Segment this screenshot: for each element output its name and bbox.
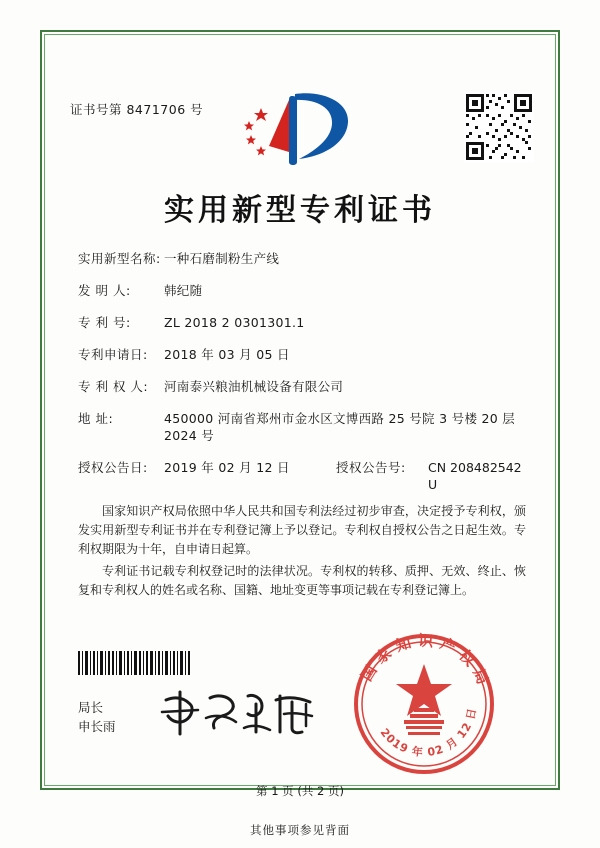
certificate-number: 证书号第 8471706 号 (70, 102, 204, 117)
field-label: 实用新型名称: (78, 251, 161, 266)
barcode (78, 651, 190, 675)
field-value: 450000 河南省郑州市金水区文博西路 25 号院 3 号楼 20 层 2024 号 (164, 411, 516, 443)
field-label: 专利申请日: (78, 347, 148, 362)
page-number: 第 1 页 (共 2 页) (256, 784, 344, 798)
field-row-application-date (78, 346, 528, 363)
field-value: 2018 年 03 月 05 日 (164, 347, 290, 362)
field-value-grant-number: CN 208482542 U (428, 460, 522, 492)
legal-paragraphs (78, 502, 526, 603)
field-label: 发 明 人: (78, 283, 131, 298)
seal-date-text: 2019 年 02 月 12 日 (377, 706, 480, 760)
field-row-inventor (78, 282, 528, 299)
field-label: 地 址: (78, 411, 114, 426)
signature-title-label: 局长 (78, 700, 104, 715)
paragraph-1: 国家知识产权局依照中华人民共和国专利法经过初步审查，决定授予专利权，颁发实用新型专利证书并在专利登记簿上予以登记。专利权自授权公告之日起生效。专利权期限为十年，自申请日起算。 (78, 504, 526, 556)
page-title: 实用新型专利证书 (164, 193, 436, 228)
field-value: 韩纪随 (164, 283, 203, 298)
official-seal (348, 628, 500, 780)
field-value: 一种石磨制粉生产线 (164, 251, 280, 266)
cnipa-logo-icon (237, 88, 352, 166)
field-value: 河南泰兴粮油机械设备有限公司 (164, 379, 344, 394)
handwritten-signature (158, 688, 328, 740)
field-row-grant (78, 459, 528, 493)
field-label-grant-number: 授权公告号: (336, 460, 406, 475)
field-value-grant-date: 2019 年 02 月 12 日 (164, 460, 290, 475)
field-row-address (78, 410, 528, 444)
field-row-patentee (78, 378, 528, 395)
field-value: ZL 2018 2 0301301.1 (164, 315, 305, 330)
signature-name-label: 申长雨 (78, 719, 116, 734)
qr-code (464, 92, 534, 162)
field-label: 专 利 权 人: (78, 379, 149, 394)
footer-note: 其他事项参见背面 (250, 823, 350, 837)
field-row-patent-number (78, 314, 528, 331)
seal-top-text: 国家知识产权局 (357, 631, 495, 693)
field-row-name (78, 250, 528, 267)
field-label-grant-date: 授权公告日: (78, 460, 148, 475)
field-label: 专 利 号: (78, 315, 131, 330)
signature-labels (78, 698, 116, 736)
paragraph-2: 专利证书记载专利权登记时的法律状况。专利权的转移、质押、无效、终止、恢复和专利权人的姓名或名称、国籍、地址变更等事项记载在专利登记簿上。 (78, 564, 526, 597)
patent-fields (78, 250, 528, 508)
